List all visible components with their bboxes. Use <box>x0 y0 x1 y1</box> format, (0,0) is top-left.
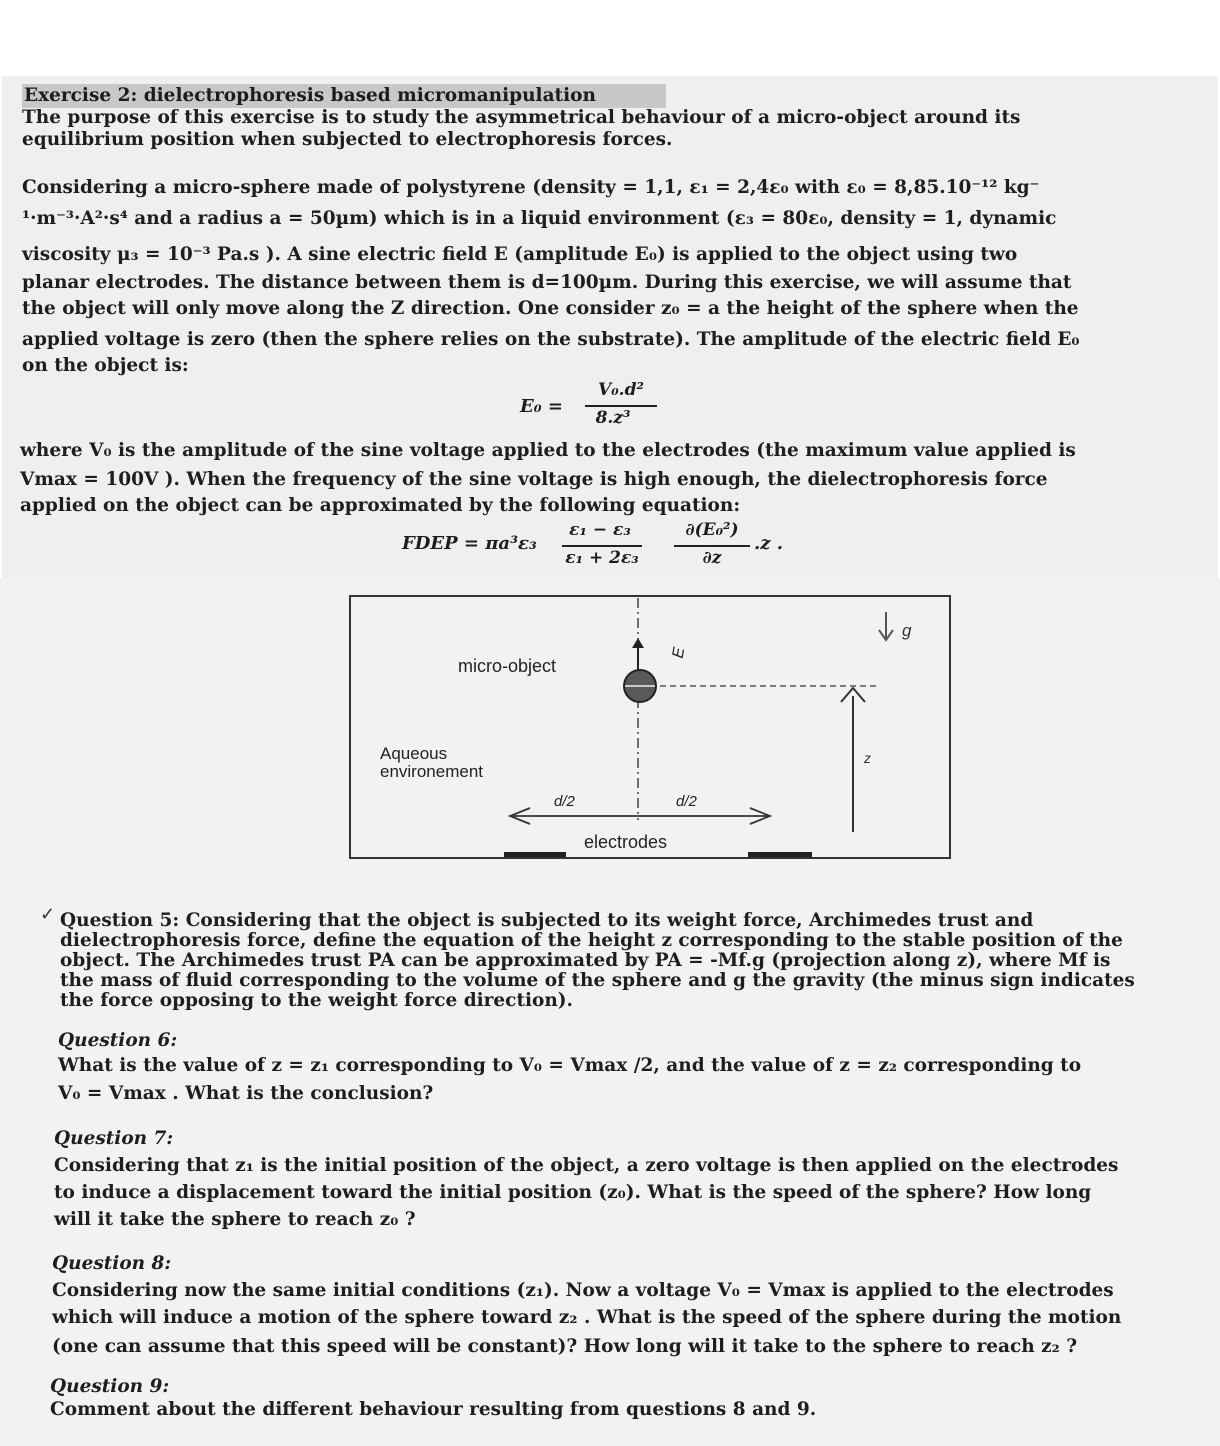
question-5-line-2: dielectrophoresis force, define the equation of the height z corresponding to the stable position of the <box>60 930 1123 951</box>
formula-fdep-frac2-numerator: ∂(E₀²) <box>685 520 739 540</box>
half-distance-right-label: d/2 <box>676 793 697 810</box>
exercise-title: Exercise 2: dielectrophoresis based micromanipulation <box>22 84 666 108</box>
question-5-line-4: the mass of fluid corresponding to the volume of the sphere and g the gravity (the minus sign indicates <box>60 970 1135 991</box>
question-9-line-1: Comment about the different behaviour resulting from questions 8 and 9. <box>50 1399 817 1420</box>
paragraph2-line-1: where V₀ is the amplitude of the sine voltage applied to the electrodes (the maximum value applied is <box>20 440 1076 461</box>
question-5-line-3: object. The Archimedes trust PA can be approximated by PA = -Mf.g (projection along z), where Mf is <box>60 950 1111 971</box>
question-8-line-2: which will induce a motion of the sphere toward z₂ . What is the speed of the sphere during the motion <box>52 1307 1122 1328</box>
question-6-title: Question 6: <box>58 1030 178 1051</box>
paragraph1-line-1: Considering a micro-sphere made of polystyrene (density = 1,1, ε₁ = 2,4ε₀ with ε₀ = 8,85.10⁻¹² kg⁻ <box>22 177 1040 198</box>
paragraph1-line-4: planar electrodes. The distance between them is d=100µm. During this exercise, we will assume that <box>22 272 1072 293</box>
formula-fdep-frac1-numerator: ε₁ − ε₃ <box>569 520 631 540</box>
paragraph1-line-2: ¹·m⁻³·A²·s⁴ and a radius a = 50µm) which is in a liquid environment (ε₃ = 80ε₀, density = 1, dynamic <box>22 208 1057 229</box>
diagram-frame <box>350 596 950 858</box>
micro-object-label: micro-object <box>458 656 557 676</box>
right-electrode <box>748 852 812 857</box>
paragraph2-line-2: Vmax = 100V ). When the frequency of the sine voltage is high enough, the dielectrophoresis force <box>20 469 1048 490</box>
environment-label-1: Aqueous <box>380 744 448 763</box>
intro-line-1: The purpose of this exercise is to study the asymmetrical behaviour of a micro-object around its <box>22 107 1021 128</box>
question-8-line-1: Considering now the same initial conditions (z₁). Now a voltage V₀ = Vmax is applied to the electrodes <box>52 1280 1114 1301</box>
question-8-line-3: (one can assume that this speed will be constant)? How long will it take to the sphere to reach z₂ ? <box>52 1336 1078 1357</box>
question-9-title: Question 9: <box>50 1376 170 1397</box>
formula-fdep-frac1-bar <box>562 545 642 547</box>
e-field-arrowhead <box>632 638 644 648</box>
formula-fdep-frac2-denominator: ∂z <box>702 548 722 568</box>
formula-fdep-frac1-denominator: ε₁ + 2ε₃ <box>565 548 639 568</box>
question-5-tick: ✓ <box>40 904 56 925</box>
formula-e0-denominator: 8.z³ <box>595 408 631 428</box>
electrode-diagram <box>340 590 960 870</box>
formula-fdep-lhs: FDEP = πa³ε₃ <box>402 533 537 554</box>
formula-fdep-tail: .z . <box>754 533 784 554</box>
question-5-line-1: Question 5: Considering that the object is subjected to its weight force, Archimedes trust and <box>60 910 1034 931</box>
intro-line-2: equilibrium position when subjected to electrophoresis forces. <box>22 129 673 150</box>
formula-fdep-frac2-bar <box>674 545 750 547</box>
paragraph1-line-3: viscosity μ₃ = 10⁻³ Pa.s ). A sine electric field E (amplitude E₀) is applied to the object using two <box>22 244 1018 265</box>
left-electrode <box>504 852 566 857</box>
z-label: z <box>864 750 871 766</box>
environment-label-2: environement <box>380 762 484 781</box>
paragraph2-line-3: applied on the object can be approximated by the following equation: <box>20 495 741 516</box>
half-distance-left-label: d/2 <box>554 793 575 810</box>
question-6-line-2: V₀ = Vmax . What is the conclusion? <box>58 1083 434 1104</box>
paragraph1-line-5: the object will only move along the Z direction. One consider z₀ = a the height of the sphere when the <box>22 298 1079 319</box>
formula-e0-numerator: V₀.d² <box>598 380 644 400</box>
question-5-line-5: the force opposing to the weight force direction). <box>60 990 573 1011</box>
question-7-line-2: to induce a displacement toward the initial position (z₀). What is the speed of the sphere? How long <box>54 1182 1092 1203</box>
question-8-title: Question 8: <box>52 1253 172 1274</box>
question-7-title: Question 7: <box>54 1128 174 1149</box>
formula-e0-lhs: E₀ = <box>520 396 563 417</box>
paragraph1-line-6: applied voltage is zero (then the sphere relies on the substrate). The amplitude of the electric field E₀ <box>22 329 1080 350</box>
paragraph1-line-7: on the object is: <box>22 355 189 376</box>
formula-e0-fraction-bar <box>585 405 657 407</box>
gravity-label: g <box>902 621 912 640</box>
question-6-line-1: What is the value of z = z₁ corresponding to V₀ = Vmax /2, and the value of z = z₂ corresponding to <box>58 1055 1082 1076</box>
question-7-line-3: will it take the sphere to reach z₀ ? <box>54 1209 416 1230</box>
electrodes-label: electrodes <box>584 832 668 852</box>
question-7-line-1: Considering that z₁ is the initial position of the object, a zero voltage is then applied on the electrodes <box>54 1155 1119 1176</box>
e-field-label: E <box>669 646 689 660</box>
